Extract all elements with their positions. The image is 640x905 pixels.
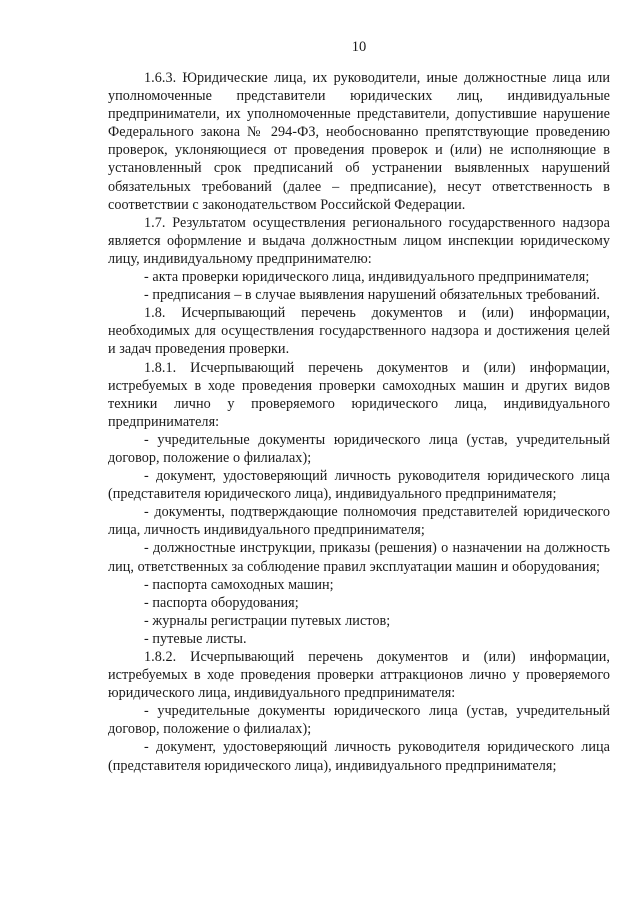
list-item-order: - предписания – в случае выявления нарушений обязательных требований. <box>144 287 600 304</box>
paragraph-1-7: 1.7. Результатом осуществления регионального государственного надзора является оформление и выдача должностным лицом инспекции юридическому лицу, индивидуальному предпринимателю: <box>108 214 610 267</box>
list-item-identity-doc: - документ, удостоверяющий личность руководителя юридического лица (представителя юридического лица), индивидуального предпринимателя; <box>108 468 610 503</box>
list-item-equipment-passports: - паспорта оборудования; <box>144 594 299 611</box>
list-item-founding-docs-2: - учредительные документы юридического лица (устав, учредительный договор, положение о филиалах); <box>108 703 610 738</box>
list-item-authority-docs: - документы, подтверждающие полномочия представителей юридического лица, личность индивидуального предпринимателя; <box>108 504 610 539</box>
page-number: 10 <box>351 39 367 55</box>
list-item-founding-docs: - учредительные документы юридического лица (устав, учредительный договор, положение о филиалах); <box>108 431 610 466</box>
paragraph-1-8-1: 1.8.1. Исчерпывающий перечень документов и (или) информации, истребуемых в ходе проведения проверки самоходных машин и других видов техники лично у проверяемого юридического лица, индивидуального предпринимателя: <box>108 359 610 430</box>
paragraph-1-8: 1.8. Исчерпывающий перечень документов и (или) информации, необходимых для осуществления государственного надзора и достижения целей и задач проведения проверки. <box>108 305 610 358</box>
list-item-machine-passports: - паспорта самоходных машин; <box>144 576 334 593</box>
list-item-identity-doc-2: - документ, удостоверяющий личность руководителя юридического лица (представителя юридического лица), индивидуального предпринимателя; <box>108 739 610 774</box>
paragraph-1-8-2: 1.8.2. Исчерпывающий перечень документов и (или) информации, истребуемых в ходе проведения проверки аттракционов лично у проверяемого юридического лица, индивидуального предпринимателя: <box>108 649 610 702</box>
page-content <box>108 38 610 775</box>
paragraph-1-6-3: 1.6.3. Юридические лица, их руководители, иные должностные лица или уполномоченные представители юридических лиц, индивидуальные предприниматели, их уполномоченные представители, допустившие нарушение Федерального закона № 294-ФЗ, необоснованно препятствующие проведению проверок, уклоняющиеся от проведения проверок и (или) не исполняющие в установленный срок предписаний об устранении выявленных нарушений обязательных требований (далее – предписание), несут ответственность в соответствии с законодательством Российской Федерации. <box>108 70 610 213</box>
list-item-waybills: - путевые листы. <box>144 630 247 647</box>
list-item-act: - акта проверки юридического лица, индивидуального предпринимателя; <box>144 269 590 286</box>
list-item-waybill-journals: - журналы регистрации путевых листов; <box>144 612 391 629</box>
list-item-job-instructions: - должностные инструкции, приказы (решения) о назначении на должность лиц, ответственных за соблюдение правил эксплуатации машин и оборудования; <box>108 540 610 575</box>
